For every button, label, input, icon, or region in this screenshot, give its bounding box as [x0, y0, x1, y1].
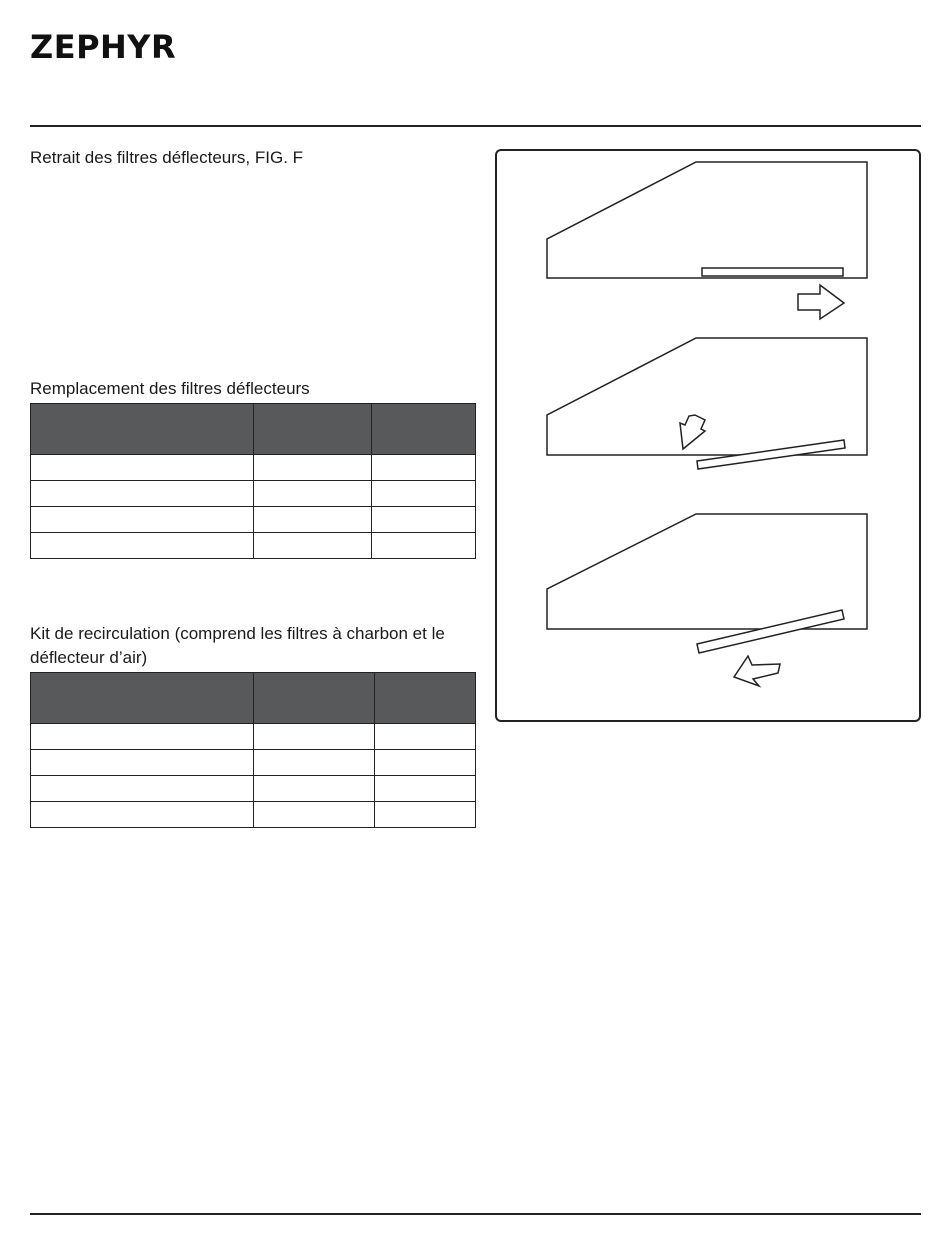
bottom-rule [30, 1213, 921, 1215]
table-cell [254, 802, 375, 828]
table-cell [31, 481, 254, 507]
table-cell [254, 507, 372, 533]
table-cell [372, 533, 476, 559]
table-row [31, 533, 476, 559]
table-cell [31, 455, 254, 481]
table-row [31, 481, 476, 507]
arrow-down-left-icon [734, 656, 780, 686]
table-row [31, 724, 476, 750]
table-cell [254, 750, 375, 776]
arrow-right-icon [798, 285, 844, 319]
table-cell [31, 533, 254, 559]
column-header [31, 673, 254, 724]
hood-diagram-step-2 [547, 338, 867, 469]
table-cell [254, 724, 375, 750]
logo: ZEPHYR [30, 28, 177, 66]
replacement-heading: Remplacement des filtres déflecteurs [30, 379, 310, 398]
column-header [254, 673, 375, 724]
column-header [372, 404, 476, 455]
table-cell [254, 481, 372, 507]
table-row [31, 455, 476, 481]
table-row [31, 802, 476, 828]
table-cell [31, 802, 254, 828]
hood-diagram-step-1 [547, 162, 867, 278]
table-cell [254, 455, 372, 481]
table-row [31, 507, 476, 533]
removal-heading: Retrait des filtres déflecteurs, FIG. F [30, 148, 304, 167]
hood-diagram-step-3 [547, 514, 867, 653]
column-header [375, 673, 476, 724]
table-cell [31, 750, 254, 776]
table-cell [254, 533, 372, 559]
filter-removal-figure [495, 149, 921, 722]
recirculation-kit-table [30, 672, 476, 828]
table-cell [31, 776, 254, 802]
table-header-row [31, 673, 476, 724]
column-header [254, 404, 372, 455]
table-cell [375, 776, 476, 802]
recirculation-heading: Kit de recirculation (comprend les filtres à charbon et le déflecteur d’air) [30, 624, 445, 667]
table-cell [254, 776, 375, 802]
table-cell [372, 455, 476, 481]
table-cell [31, 507, 254, 533]
table-cell [31, 724, 254, 750]
table-cell [375, 750, 476, 776]
table-cell [372, 507, 476, 533]
table-row [31, 776, 476, 802]
table-cell [375, 802, 476, 828]
column-header [31, 404, 254, 455]
table-header-row [31, 404, 476, 455]
table-row [31, 750, 476, 776]
top-rule [30, 125, 921, 127]
filter-removal-diagram [497, 151, 919, 720]
table-cell [375, 724, 476, 750]
replacement-filters-table [30, 403, 476, 559]
table-cell [372, 481, 476, 507]
